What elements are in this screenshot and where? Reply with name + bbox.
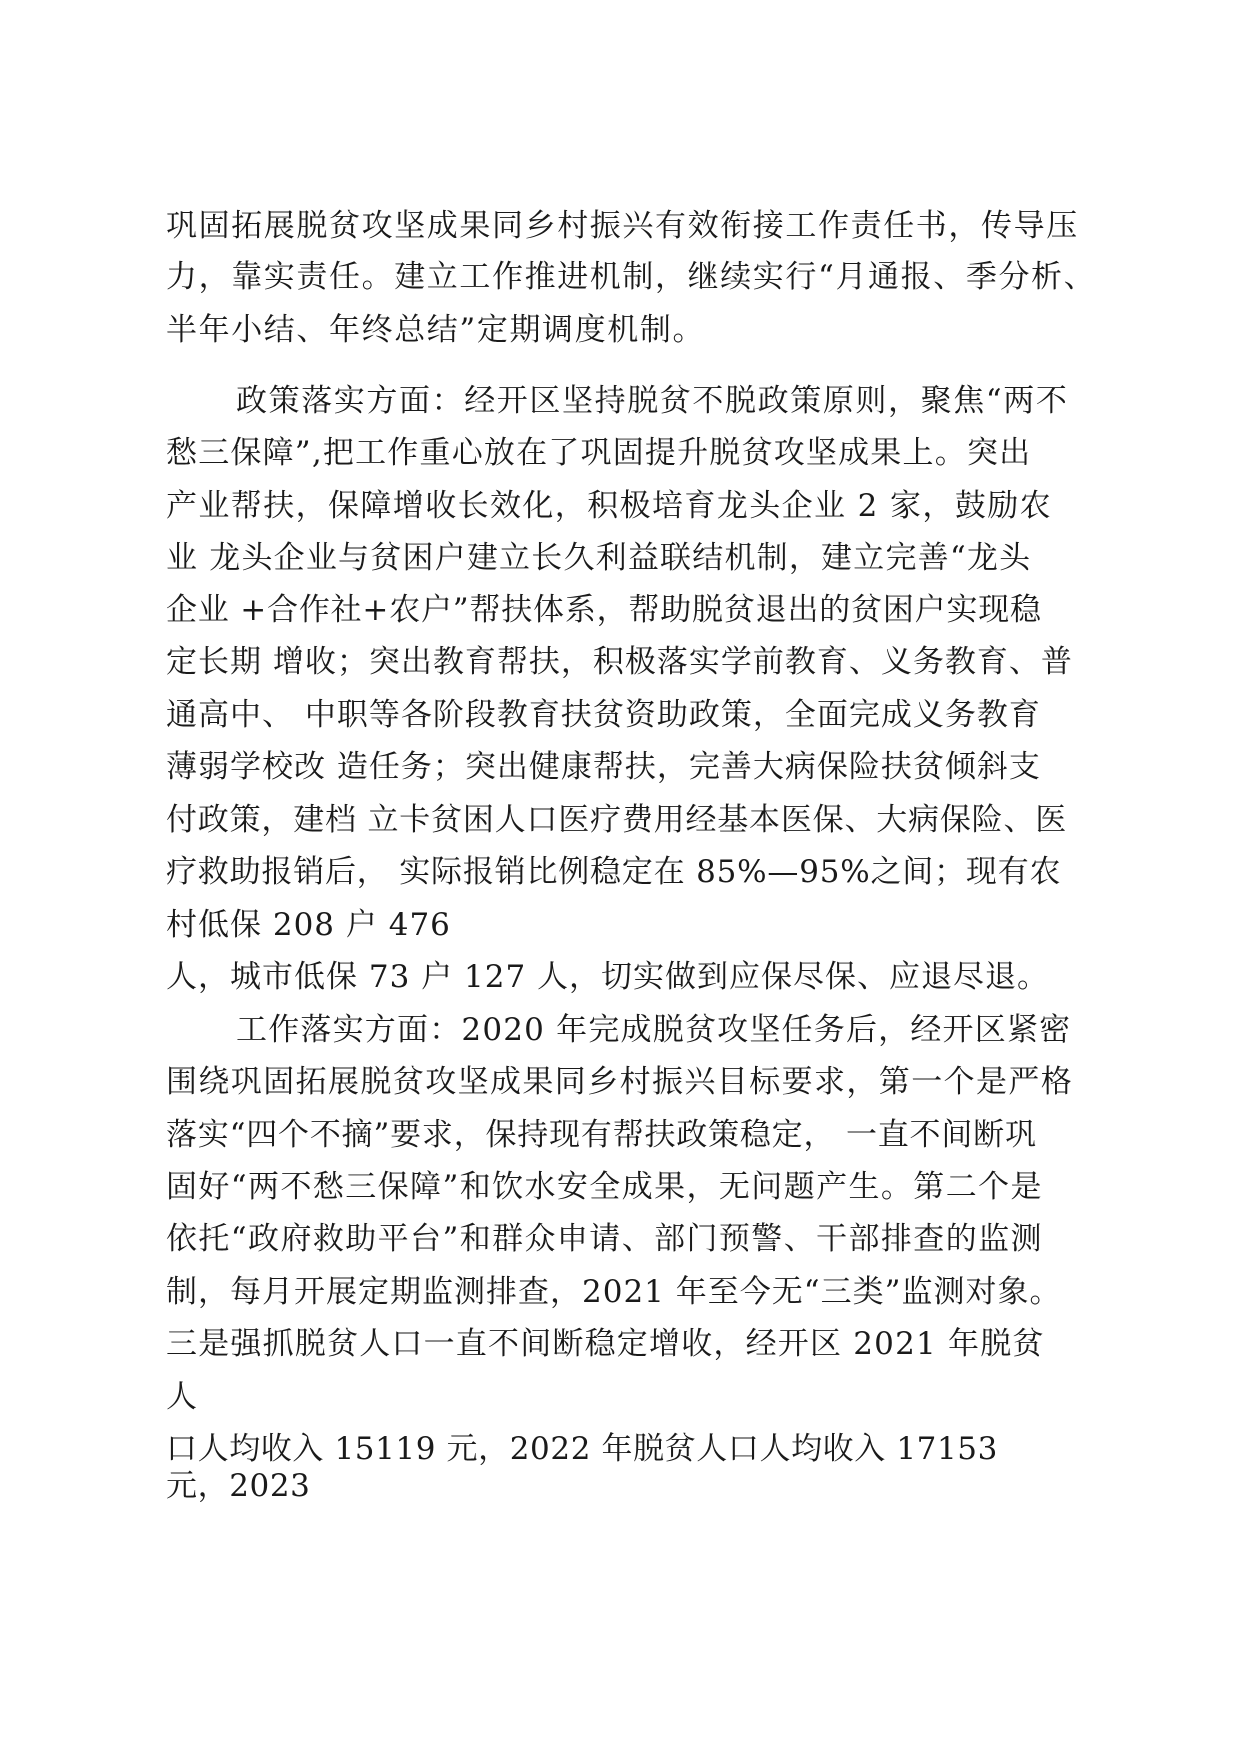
text-line-10: 通高中、 中职等各阶段教育扶贫资助政策，全面完成义务教育: [166, 697, 1041, 733]
text-line-2: 力，靠实责任。建立工作推进机制，继续实行“月通报、季分析、: [166, 259, 1097, 295]
text-line-23: 人: [166, 1379, 198, 1415]
text-line-5: 愁三保障”,把工作重心放在了巩固提升脱贫攻坚成果上。突出: [166, 435, 1032, 471]
text-line-8: 企业 +合作社+农户”帮扶体系，帮助脱贫退出的贫困户实现稳: [166, 592, 1042, 628]
text-line-14: 村低保 208 户 476: [166, 907, 451, 943]
text-line-20: 依托“政府救助平台”和群众申请、部门预警、干部排查的监测: [166, 1221, 1043, 1257]
text-line-4: 政策落实方面：经开区坚持脱贫不脱政策原则，聚焦“两不: [236, 383, 1069, 419]
text-line-9: 定长期 增收；突出教育帮扶，积极落实学前教育、义务教育、普: [166, 644, 1073, 680]
text-line-16: 工作落实方面：2020 年完成脱贫攻坚任务后，经开区紧密: [236, 1012, 1072, 1048]
text-line-1: 巩固拓展脱贫攻坚成果同乡村振兴有效衔接工作责任书，传导压: [166, 208, 1079, 244]
text-line-22: 三是强抓脱贫人口一直不间断稳定增收，经开区 2021 年脱贫: [166, 1326, 1045, 1362]
text-line-15: 人，城市低保 73 户 127 人，切实做到应保尽保、应退尽退。: [166, 959, 1050, 995]
text-line-18: 落实“四个不摘”要求，保持现有帮扶政策稳定， 一直不间断巩: [166, 1117, 1037, 1153]
text-line-13: 疗救助报销后， 实际报销比例稳定在 85%—95%之间；现有农: [166, 854, 1062, 890]
text-line-25: 元，2023: [166, 1468, 311, 1504]
text-line-11: 薄弱学校改 造任务；突出健康帮扶，完善大病保险扶贫倾斜支: [166, 749, 1041, 785]
text-line-21: 制，每月开展定期监测排查，2021 年至今无“三类”监测对象。: [166, 1274, 1062, 1310]
text-line-17: 围绕巩固拓展脱贫攻坚成果同乡村振兴目标要求，第一个是严格: [166, 1064, 1074, 1100]
text-line-12: 付政策，建档 立卡贫困人口医疗费用经基本医保、大病保险、医: [166, 802, 1068, 838]
text-line-3: 半年小结、年终总结”定期调度机制。: [166, 312, 706, 348]
text-line-6: 产业帮扶，保障增收长效化，积极培育龙头企业 2 家，鼓励农: [166, 488, 1053, 524]
text-line-24: 口人均收入 15119 元，2022 年脱贫人口人均收入 17153: [166, 1431, 998, 1467]
text-line-19: 固好“两不愁三保障”和饮水安全成果，无问题产生。第二个是: [166, 1169, 1043, 1205]
text-line-7: 业 龙头企业与贫困户建立长久利益联结机制，建立完善“龙头: [166, 540, 1032, 576]
